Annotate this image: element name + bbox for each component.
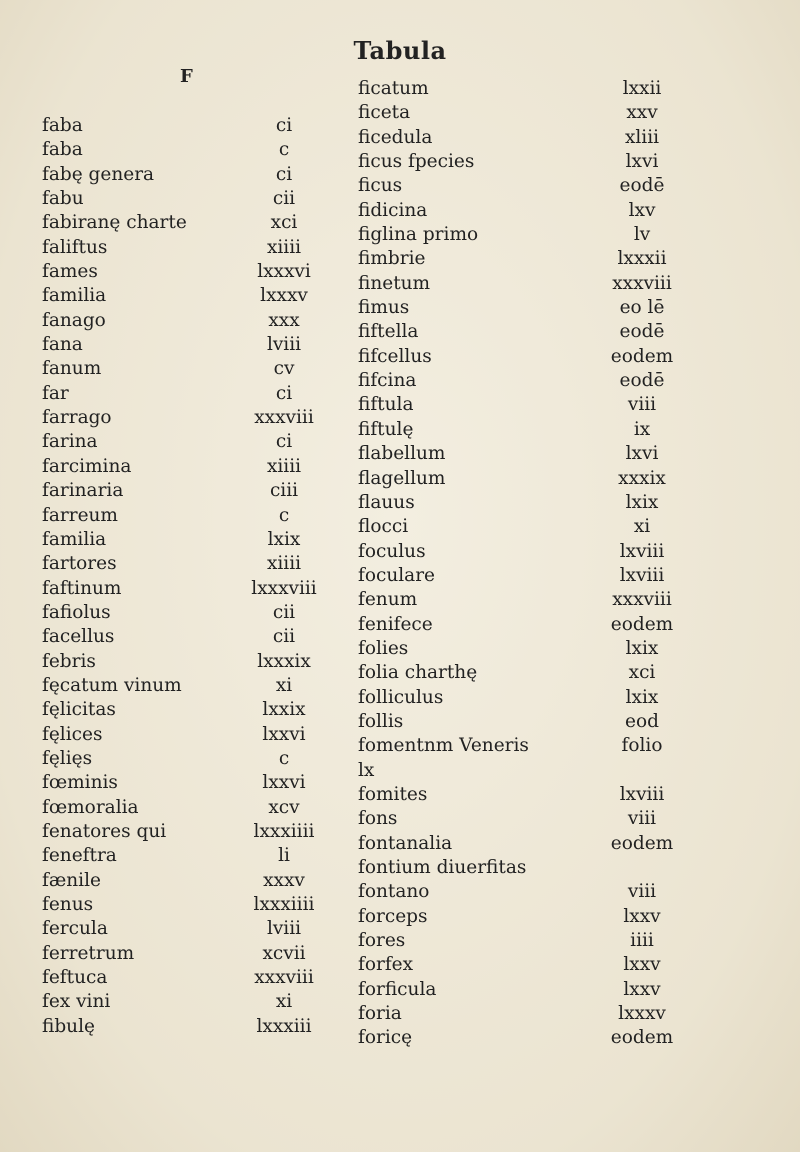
- folio-reference: lxxv: [623, 905, 661, 927]
- index-entry: [358, 320, 718, 344]
- folio-reference: xci: [628, 662, 656, 684]
- folio-reference: xi: [275, 674, 293, 696]
- index-entry: [358, 832, 718, 856]
- index-term: fenus: [42, 894, 94, 915]
- folio-reference: ci: [275, 163, 293, 185]
- index-term: ferretrum: [42, 942, 135, 964]
- page-title: Tabula: [353, 36, 447, 65]
- index-entry: [358, 150, 718, 174]
- index-term: fœminis: [42, 772, 118, 794]
- folio-reference: cii: [272, 188, 296, 210]
- index-term: follis: [358, 710, 404, 732]
- index-entry: [358, 953, 718, 977]
- index-term: flauus: [358, 491, 415, 513]
- index-entry: [42, 966, 342, 990]
- index-term: feftuca: [42, 967, 108, 989]
- folio-reference: folio: [621, 735, 663, 757]
- index-entry: [358, 515, 718, 539]
- folio-reference: lxix: [267, 528, 301, 550]
- index-entry: [42, 942, 342, 966]
- folio-reference: lxxvi: [262, 723, 306, 745]
- index-term: fiftulę: [358, 418, 414, 440]
- index-term: ficus: [358, 175, 403, 197]
- section-letter: F: [180, 66, 193, 87]
- folio-reference: lviii: [266, 918, 302, 940]
- index-entry: [42, 357, 342, 381]
- index-term: fontium diuerfitas: [358, 857, 527, 878]
- index-entry: [358, 369, 718, 393]
- index-term: fimus: [358, 297, 410, 319]
- index-entry: [42, 138, 342, 162]
- index-entry: [358, 467, 718, 491]
- index-entry: [42, 236, 342, 260]
- index-term: farinaria: [42, 480, 124, 502]
- right-index-column: [358, 77, 718, 1051]
- index-term: faba: [42, 115, 83, 136]
- folio-reference: lxxxiiii: [253, 820, 315, 842]
- folio-reference: eodem: [610, 613, 674, 635]
- folio-reference: iiii: [630, 930, 654, 952]
- folio-reference: lxxxiii: [256, 1015, 312, 1037]
- index-term: fabu: [42, 188, 84, 210]
- folio-reference: lxxxix: [257, 650, 311, 672]
- index-term: forfex: [358, 954, 414, 976]
- index-entry: [42, 163, 342, 187]
- index-term: lx: [358, 759, 375, 781]
- index-term: fafiolus: [42, 601, 111, 623]
- index-entry: [42, 284, 342, 308]
- index-term: foricę: [358, 1027, 413, 1049]
- index-entry: [358, 223, 718, 247]
- index-term: finetum: [358, 272, 431, 294]
- folio-reference: eodē: [619, 175, 665, 197]
- index-term: fibulę: [42, 1015, 95, 1037]
- folio-reference: lxviii: [619, 564, 665, 586]
- index-term: folies: [358, 637, 409, 659]
- folio-reference: lxxxiiii: [253, 894, 315, 915]
- index-term: fimbrie: [358, 248, 426, 270]
- index-term: figlina primo: [358, 224, 479, 246]
- index-term: fanago: [42, 309, 106, 331]
- folio-reference: lxv: [628, 199, 656, 221]
- index-term: fidicina: [358, 199, 428, 221]
- index-entry: [42, 504, 342, 528]
- index-term: far: [42, 382, 69, 404]
- index-entry: [358, 247, 718, 271]
- folio-reference: xxxix: [618, 467, 666, 489]
- index-entry: [42, 917, 342, 941]
- left-index-column: [42, 114, 342, 1039]
- folio-reference: xiiii: [266, 553, 302, 575]
- index-term: ficeta: [358, 102, 411, 124]
- index-term: forceps: [358, 905, 428, 927]
- index-term: farrago: [42, 407, 112, 429]
- index-entry: [42, 187, 342, 211]
- folio-reference: lxxxii: [617, 248, 667, 270]
- index-term: farcimina: [42, 455, 132, 477]
- index-entry: [42, 990, 342, 1014]
- folio-reference: cii: [272, 626, 296, 648]
- index-entry: [42, 211, 342, 235]
- folio-reference: xxv: [626, 102, 658, 124]
- folio-reference: xxxviii: [612, 589, 672, 611]
- folio-reference: xcv: [268, 796, 300, 818]
- index-term: fores: [358, 930, 406, 952]
- index-entry: [42, 309, 342, 333]
- index-term: fænile: [42, 869, 101, 891]
- index-entry: [358, 491, 718, 515]
- index-entry: [358, 345, 718, 369]
- index-term: ficedula: [358, 126, 433, 148]
- folio-reference: xxxv: [263, 869, 305, 891]
- index-entry: [358, 540, 718, 564]
- index-entry: [42, 114, 342, 138]
- index-term: familia: [42, 528, 107, 550]
- folio-reference: viii: [627, 881, 657, 903]
- index-entry: [358, 661, 718, 685]
- index-term: fiftella: [358, 321, 419, 343]
- folio-reference: lxix: [625, 686, 659, 708]
- folio-reference: xxxviii: [254, 407, 314, 429]
- folio-reference: xiiii: [266, 236, 302, 258]
- index-term: fartores: [42, 553, 117, 575]
- index-term: fanum: [42, 358, 102, 380]
- index-entry: [42, 260, 342, 284]
- index-term: fontano: [358, 881, 430, 903]
- folio-reference: eodem: [610, 832, 674, 854]
- folio-reference: xi: [633, 516, 651, 538]
- index-entry: [358, 1002, 718, 1026]
- folio-reference: xiiii: [266, 455, 302, 477]
- folio-reference: cv: [273, 358, 295, 380]
- index-term: fęlicitas: [42, 699, 116, 721]
- index-entry: [358, 734, 718, 758]
- folio-reference: c: [278, 747, 290, 769]
- index-term: fomites: [358, 783, 428, 805]
- index-term: ficatum: [358, 78, 429, 99]
- folio-reference: ci: [275, 115, 293, 136]
- folio-reference: viii: [627, 808, 657, 830]
- folio-reference: cii: [272, 601, 296, 623]
- index-term: foria: [358, 1003, 402, 1025]
- index-entry: [42, 382, 342, 406]
- index-entry: [42, 869, 342, 893]
- index-entry: [42, 625, 342, 649]
- index-entry: [358, 929, 718, 953]
- index-term: fana: [42, 334, 83, 356]
- index-entry: [42, 455, 342, 479]
- folio-reference: xliii: [624, 126, 660, 148]
- folio-reference: xci: [270, 212, 298, 234]
- index-term: febris: [42, 650, 96, 672]
- folio-reference: xcvii: [262, 942, 306, 964]
- index-entry: [42, 723, 342, 747]
- folio-reference: lxviii: [619, 783, 665, 805]
- index-entry: [358, 272, 718, 296]
- index-term: fomentnm Veneris: [358, 735, 529, 757]
- index-entry: [42, 796, 342, 820]
- folio-reference: lxix: [625, 491, 659, 513]
- index-entry: [42, 479, 342, 503]
- index-entry: [358, 174, 718, 198]
- folio-reference: lxvi: [625, 443, 659, 465]
- index-entry: [42, 650, 342, 674]
- index-entry: [42, 820, 342, 844]
- index-entry: [358, 564, 718, 588]
- index-entry: [358, 296, 718, 320]
- index-term: flagellum: [358, 467, 446, 489]
- index-term: forficula: [358, 978, 437, 1000]
- folio-reference: xxxviii: [254, 967, 314, 989]
- folio-reference: lxxix: [262, 699, 306, 721]
- index-term: ficus fpecies: [358, 151, 475, 173]
- index-term: fiftula: [358, 394, 414, 416]
- folio-reference: c: [278, 139, 290, 161]
- index-term: flocci: [358, 516, 409, 538]
- index-entry: [42, 406, 342, 430]
- index-term: fenatores qui: [42, 820, 167, 842]
- index-entry: [358, 393, 718, 417]
- folio-reference: lxxxv: [618, 1003, 666, 1025]
- index-term: facellus: [42, 626, 115, 648]
- index-term: fons: [358, 808, 398, 830]
- index-term: fenum: [358, 589, 418, 611]
- folio-reference: lviii: [266, 334, 302, 356]
- index-term: fęlices: [42, 723, 103, 745]
- index-entry: [358, 418, 718, 442]
- index-term: foculus: [358, 540, 426, 562]
- folio-reference: lxix: [625, 637, 659, 659]
- index-term: faftinum: [42, 577, 122, 599]
- index-entry: [358, 199, 718, 223]
- index-entry: [42, 844, 342, 868]
- folio-reference: lxxxviii: [251, 577, 317, 599]
- folio-reference: lxviii: [619, 540, 665, 562]
- index-entry: [358, 588, 718, 612]
- folio-reference: li: [278, 845, 290, 867]
- index-term: fames: [42, 261, 98, 283]
- index-entry: [42, 747, 342, 771]
- index-entry: [42, 674, 342, 698]
- index-entry: [358, 807, 718, 831]
- folio-reference: lxxvi: [262, 772, 306, 794]
- folio-reference: eodem: [610, 1027, 674, 1049]
- index-term: fifcellus: [358, 345, 432, 367]
- index-entry: [42, 1015, 342, 1039]
- index-entry: [358, 442, 718, 466]
- folio-reference: lxxv: [623, 978, 661, 1000]
- index-term: fœmoralia: [42, 796, 139, 818]
- folio-reference: lxvi: [625, 151, 659, 173]
- folio-reference: ci: [275, 382, 293, 404]
- index-term: fabę genera: [42, 163, 155, 185]
- index-entry: [358, 637, 718, 661]
- index-entry: [358, 686, 718, 710]
- index-entry: [358, 905, 718, 929]
- index-entry: [42, 698, 342, 722]
- index-entry: [42, 601, 342, 625]
- index-entry: [358, 710, 718, 734]
- index-entry: [42, 552, 342, 576]
- index-entry: [42, 893, 342, 917]
- index-entry: [358, 613, 718, 637]
- folio-reference: ci: [275, 431, 293, 453]
- folio-reference: xxxviii: [612, 272, 672, 294]
- index-entry: [42, 333, 342, 357]
- index-term: fęcatum vinum: [42, 674, 182, 696]
- index-entry: [42, 528, 342, 552]
- folio-reference: eod: [625, 710, 659, 732]
- folio-reference: lxxv: [623, 954, 661, 976]
- index-entry: [42, 771, 342, 795]
- index-term: fex vini: [42, 991, 111, 1013]
- index-term: faba: [42, 139, 83, 161]
- folio-reference: lxxii: [622, 78, 662, 99]
- index-term: flabellum: [358, 443, 446, 465]
- folio-reference: xi: [275, 991, 293, 1013]
- folio-reference: lv: [633, 224, 651, 246]
- index-entry: [358, 126, 718, 150]
- index-term: foculare: [358, 564, 435, 586]
- index-term: fęlięs: [42, 747, 93, 769]
- index-entry: [358, 1026, 718, 1050]
- folio-reference: ciii: [269, 480, 299, 502]
- folio-reference: eo lē: [619, 297, 665, 319]
- folio-reference: ix: [633, 418, 651, 440]
- index-term: fabiranę charte: [42, 212, 187, 234]
- index-entry: [358, 101, 718, 125]
- index-term: farina: [42, 431, 98, 453]
- index-term: familia: [42, 285, 107, 307]
- folio-reference: lxxxv: [260, 285, 308, 307]
- index-term: folliculus: [358, 686, 444, 708]
- index-entry: [42, 577, 342, 601]
- index-term: fercula: [42, 918, 108, 940]
- index-term: fontanalia: [358, 832, 453, 854]
- folio-reference: eodē: [619, 321, 665, 343]
- index-term: fifcina: [358, 370, 417, 392]
- index-entry: [358, 77, 718, 101]
- index-term: feneftra: [42, 845, 117, 867]
- index-entry: [358, 783, 718, 807]
- index-term: fenifece: [358, 613, 433, 635]
- index-entry: [42, 430, 342, 454]
- folio-reference: viii: [627, 394, 657, 416]
- index-entry: [358, 759, 718, 783]
- index-term: faliftus: [42, 236, 108, 258]
- index-entry: [358, 880, 718, 904]
- folio-reference: xxx: [268, 309, 300, 331]
- folio-reference: eodē: [619, 370, 665, 392]
- index-term: folia charthę: [358, 662, 478, 684]
- folio-reference: lxxxvi: [257, 261, 311, 283]
- index-entry: [358, 856, 718, 880]
- index-term: farreum: [42, 504, 118, 526]
- index-entry: [358, 978, 718, 1002]
- folio-reference: eodem: [610, 345, 674, 367]
- folio-reference: c: [278, 504, 290, 526]
